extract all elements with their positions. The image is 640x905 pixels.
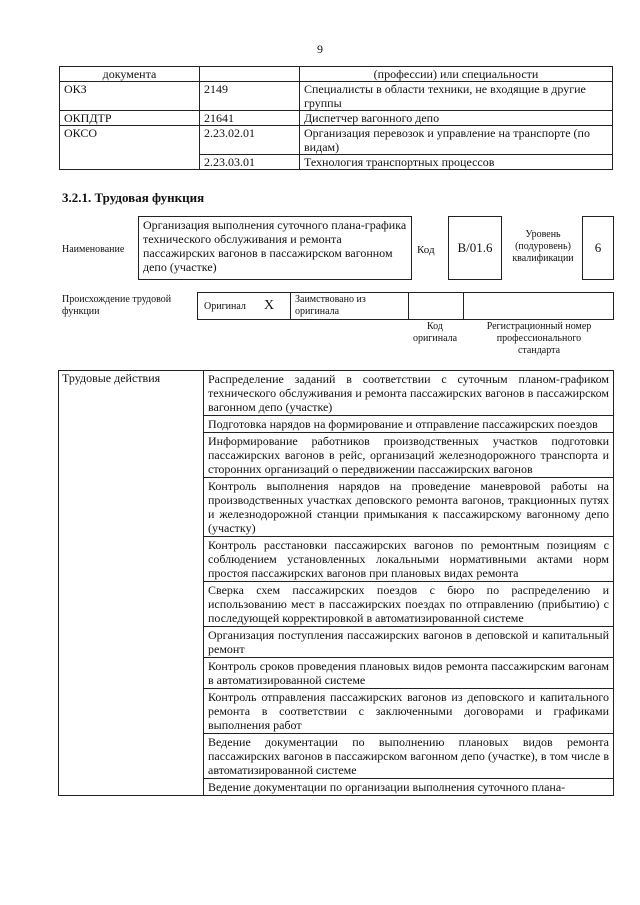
table-cell: Технология транспортных процессов (300, 155, 613, 170)
borrowed-label: Заимствовано из оригинала (295, 294, 366, 317)
divider (408, 293, 409, 319)
table-row (60, 111, 613, 126)
table-cell: 2.23.02.01 (200, 126, 300, 155)
divider (463, 293, 464, 319)
table-cell: Диспетчер вагонного депо (300, 111, 613, 126)
table-cell: ОКПДТР (60, 111, 200, 126)
origin-box (197, 292, 614, 320)
origin-label: Происхождение трудовой функции (62, 294, 172, 317)
labor-action-item: Ведение документации по организации выполнения суточного плана- (204, 779, 614, 796)
labor-action-item: Контроль расстановки пассажирских вагонов по ремонтным позициям с соблюдением установленных локальными нормативными актами норм простоя пассажирских вагонов при плановых видах ремонта (204, 537, 614, 582)
level-label: Уровень (подуровень) квалификации (512, 229, 574, 264)
labor-action-item: Распределение заданий в соответствии с суточным планом-графиком технического обслуживания и ремонта пассажирских вагонов в пассажирском вагонном депо (участке) (204, 371, 614, 416)
table-row (60, 67, 613, 82)
original-label: Оригинал (204, 301, 246, 312)
function-code: B/01.6 (457, 240, 493, 255)
header-cell: документа (60, 67, 200, 82)
table-row (59, 371, 614, 416)
labor-action-item: Контроль отправления пассажирских вагонов из деповского и капитального ремонта в соответствии с заключенными договорами и графиками выполнения работ (204, 689, 614, 734)
reg-number-label: Регистрационный номер профессионального стандарта (486, 321, 592, 356)
code-original-label: Код оригинала (412, 321, 458, 344)
table-cell: 21641 (200, 111, 300, 126)
table-row (60, 82, 613, 111)
function-name-box (138, 216, 412, 280)
labor-action-item: Контроль выполнения нарядов на проведение маневровой работы на производственных участках деповского ремонта вагонов, тракционных путях и железнодорожной станции примыкания к пассажирскому вагонному депо (участку) (204, 478, 614, 537)
table-cell: 2149 (200, 82, 300, 111)
labor-action-item: Контроль сроков проведения плановых видов ремонта пассажирским вагонам в автоматизированной системе (204, 658, 614, 689)
table-cell: ОКЗ (60, 82, 200, 111)
labor-action-item: Организация поступления пассажирских вагонов в деповской и капитальный ремонт (204, 627, 614, 658)
header-cell (200, 67, 300, 82)
level-box (582, 216, 614, 280)
table-cell: Организация перевозок и управление на транспорте (по видам) (300, 126, 613, 155)
labor-actions-label: Трудовые действия (59, 371, 204, 796)
labor-actions-table (58, 370, 614, 796)
divider (290, 293, 291, 319)
table-cell: 2.23.03.01 (200, 155, 300, 170)
qualification-level: 6 (594, 240, 602, 255)
table-row (60, 126, 613, 155)
labor-action-item: Сверка схем пассажирских поездов с бюро по распределению и использованию мест в пассажирских поездах по отправлению (прибытию) с последующей корректировкой в автоматизированной системе (204, 582, 614, 627)
code-label: Код (417, 244, 435, 256)
labor-action-item: Подготовка нарядов на формирование и отправление пассажирских поездов (204, 416, 614, 433)
name-label: Наименование (62, 244, 125, 255)
header-cell: (профессии) или специальности (300, 67, 613, 82)
classifier-table (59, 66, 613, 170)
table-cell: ОКСО (60, 126, 200, 170)
page-number: 9 (317, 42, 323, 56)
table-cell: Специалисты в области техники, не входящие в другие группы (300, 82, 613, 111)
function-name: Организация выполнения суточного плана-графика технического обслуживания и ремонта пассажирских вагонов в пассажирском вагонном депо (участке) (143, 218, 407, 274)
labor-action-item: Информирование работников производственных участков подготовки пассажирских вагонов в рейс, организаций железнодорожного транспорта и сторонних организаций о передвижении пассажирских вагонов (204, 433, 614, 478)
code-box (448, 216, 502, 280)
labor-action-item: Ведение документации по выполнению плановых видов ремонта пассажирских вагонов в пассажирском вагонном депо (участке), в том числе в автоматизированной системе (204, 734, 614, 779)
section-heading: 3.2.1. Трудовая функция (62, 190, 205, 205)
original-mark: X (264, 298, 275, 313)
